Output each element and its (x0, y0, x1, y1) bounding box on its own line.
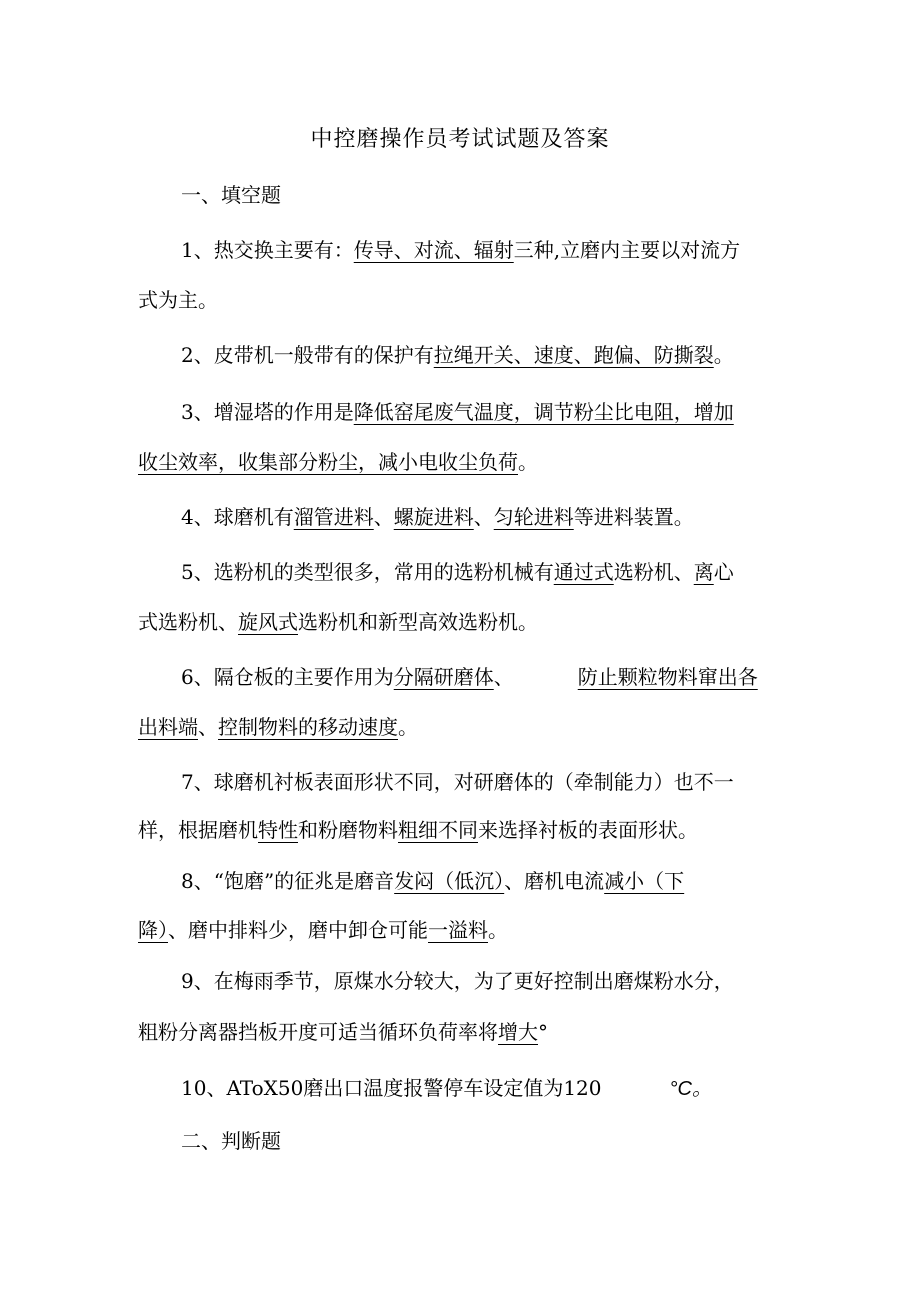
q6-answer-2a: 防止颗粒物料窜出各 (577, 665, 758, 689)
q6-text-2: 。 (398, 715, 418, 739)
question-8-line-2 (138, 915, 508, 945)
q8-answer-1: 发闷（低沉） (394, 869, 505, 893)
question-7-line-2 (138, 815, 698, 845)
q1-text: 1、热交换主要有： (181, 238, 354, 262)
q7-text: 样，根据磨机 (138, 818, 258, 842)
q8-answer-3: 一溢料 (428, 918, 488, 942)
q2-text-2: 。 (713, 343, 734, 367)
section-heading-true-false: 二、判断题 (181, 1129, 281, 1153)
q3-answer-2: 收尘效率，收集部分粉尘，减小电收尘负荷 (138, 450, 518, 474)
q4-sep-2: 、 (473, 505, 494, 529)
q5-text-5: 选粉机和新型高效选粉机。 (298, 610, 538, 634)
q4-text-2: 等进料装置。 (573, 505, 694, 529)
question-2 (181, 340, 734, 370)
q9-text-2: ° (538, 1020, 548, 1044)
q7-answer-1: 特性 (258, 818, 298, 842)
q5-text-4: 式选粉机、 (138, 610, 238, 634)
q2-text: 2、皮带机一般带有的保护有 (181, 343, 434, 367)
q4-answer-2: 螺旋进料 (393, 505, 474, 529)
q6-sep-2: 、 (198, 715, 218, 739)
q3-text: 3、增湿塔的作用是 (181, 400, 354, 424)
q6-answer-2b: 出料端 (138, 715, 198, 739)
q9-text: 粗粉分离器挡板开度可适当循环负荷率将 (138, 1020, 498, 1044)
question-7-line-1: 7、球磨机衬板表面形状不同，对研磨体的（牵制能力）也不一 (181, 770, 734, 794)
question-3-line-2 (138, 447, 538, 477)
q4-text: 4、球磨机有 (181, 505, 294, 529)
q5-answer-2a: 离 (693, 560, 714, 584)
question-9-line-2 (138, 1017, 548, 1047)
question-3-line-1 (181, 397, 734, 427)
question-9-line-1: 9、在梅雨季节，原煤水分较大，为了更好控制出磨煤粉水分， (181, 969, 734, 993)
q8-text-2: 、磨机电流 (504, 869, 605, 893)
page-title: 中控磨操作员考试试题及答案 (310, 127, 610, 152)
q5-text-2: 选粉机、 (613, 560, 694, 584)
q9-answer: 增大 (498, 1020, 538, 1044)
question-5-line-1 (181, 557, 734, 587)
q8-text-3: 、磨中排料少，磨中卸仓可能 (168, 918, 428, 942)
q10-text: 10、AToX50磨出口温度报警停车设定值为120 (181, 1076, 602, 1100)
q3-text-2: 。 (518, 450, 538, 474)
question-6-line-1 (181, 662, 758, 692)
q8-text: 8、“饱磨”的征兆是磨音 (181, 869, 395, 893)
question-1-line-1 (181, 235, 740, 265)
q1-text-2: 三种,立磨内主要以对流方 (513, 238, 741, 262)
question-4 (181, 502, 694, 532)
q5-text-3: 心 (713, 560, 734, 584)
q5-text: 5、选粉机的类型很多，常用的选粉机械有 (181, 560, 554, 584)
q6-answer-1: 分隔研磨体 (393, 665, 494, 689)
question-1-line-2: 式为主。 (138, 288, 218, 312)
q7-text-3: 来选择衬板的表面形状。 (478, 818, 698, 842)
q7-answer-2: 粗细不同 (398, 818, 478, 842)
q8-answer-2b: 降） (138, 918, 168, 942)
q4-answer-1: 溜管进料 (293, 505, 374, 529)
question-6-line-2 (138, 712, 418, 742)
q1-answer: 传导、对流、辐射 (353, 238, 514, 262)
q4-sep-1: 、 (373, 505, 394, 529)
q6-answer-3: 控制物料的移动速度 (218, 715, 398, 739)
q8-answer-2a: 减小（下 (604, 869, 685, 893)
question-8-line-1 (181, 866, 684, 896)
q2-answer: 拉绳开关、速度、跑偏、防撕裂 (433, 343, 714, 367)
q7-text-2: 和粉磨物料 (298, 818, 398, 842)
q6-sep-1: 、 (493, 665, 514, 689)
question-10 (181, 1073, 712, 1104)
section-heading-fill-in: 一、填空题 (181, 183, 281, 207)
q5-answer-3: 旋风式 (238, 610, 298, 634)
q5-answer-1: 通过式 (553, 560, 614, 584)
q3-answer-1: 降低窑尾废气温度，调节粉尘比电阻，增加 (353, 400, 734, 424)
q8-text-4: 。 (488, 918, 508, 942)
q4-answer-3: 匀轮进料 (493, 505, 574, 529)
q6-text: 6、隔仓板的主要作用为 (181, 665, 394, 689)
q10-unit: °C。 (669, 1078, 712, 1100)
question-5-line-2 (138, 607, 538, 637)
